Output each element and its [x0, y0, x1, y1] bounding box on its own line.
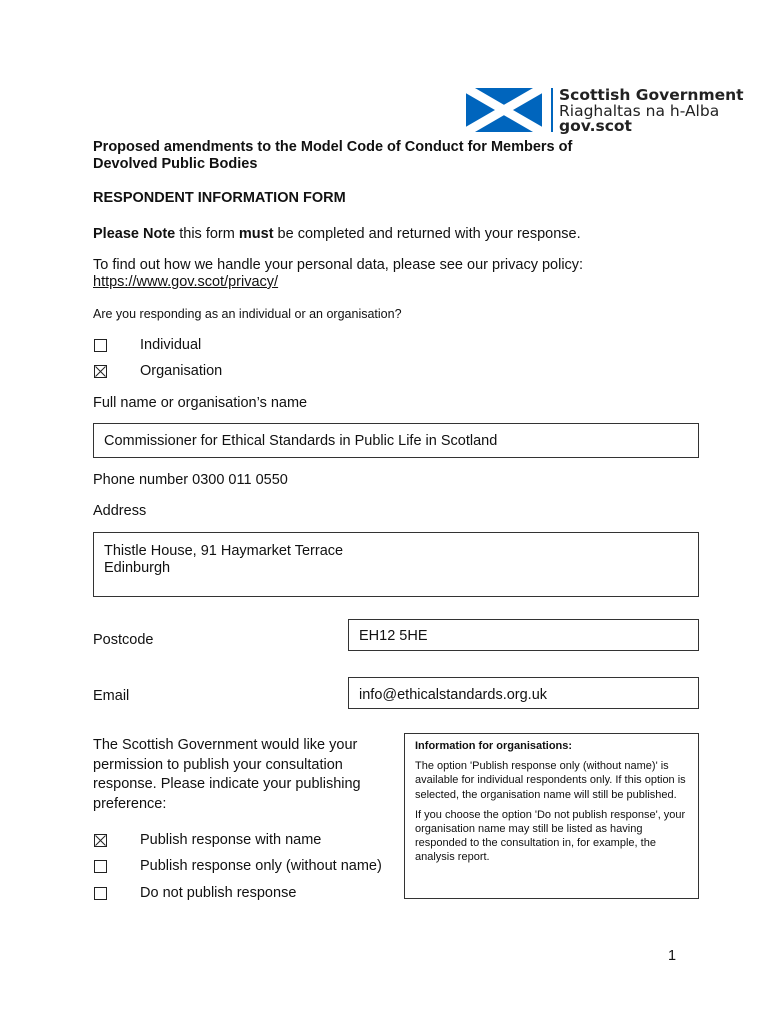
- individual-label: Individual: [140, 337, 202, 353]
- privacy-link[interactable]: https://www.gov.scot/privacy/: [93, 274, 279, 290]
- completion-note: [93, 226, 581, 242]
- email-field[interactable]: [348, 677, 699, 709]
- postcode-value: EH12 5HE: [359, 628, 428, 644]
- privacy-text: To find out how we handle your personal data, please see our privacy policy:: [93, 257, 584, 273]
- publish-with-name-label: Publish response with name: [140, 832, 322, 848]
- email-label: Email: [93, 688, 130, 704]
- info-box-paragraph-1: The option 'Publish response only (without name)' is available for individual respondents only. If this option is selected, the organisation name will still be published.: [415, 760, 686, 801]
- publish-without-name-label: Publish response only (without name): [140, 858, 382, 874]
- checkmark-x-icon: [95, 366, 106, 377]
- title-line-2: Devolved Public Bodies: [93, 156, 258, 172]
- form-heading: RESPONDENT INFORMATION FORM: [93, 190, 346, 206]
- name-value: Commissioner for Ethical Standards in Public Life in Scotland: [104, 433, 498, 449]
- do-not-publish-checkbox[interactable]: [94, 887, 107, 900]
- email-value: info@ethicalstandards.org.uk: [359, 687, 548, 703]
- organisation-label: Organisation: [140, 363, 223, 379]
- saltire-flag-icon: [466, 88, 542, 132]
- publishing-preference-text: The Scottish Government would like your permission to publish your consultation response. Please indicate your publishing preference:: [93, 737, 361, 812]
- privacy-statement: [93, 257, 583, 291]
- postcode-field[interactable]: [348, 619, 699, 651]
- publish-with-name-checkbox[interactable]: [94, 834, 107, 847]
- note-text-1: this form: [175, 226, 239, 242]
- address-label: Address: [93, 503, 147, 519]
- page-number: 1: [668, 948, 677, 964]
- info-box-title: Information for organisations:: [415, 740, 573, 752]
- phone-label: Phone number 0300 011 0550: [93, 472, 288, 488]
- name-label: Full name or organisation’s name: [93, 395, 308, 411]
- publish-without-name-checkbox[interactable]: [94, 860, 107, 873]
- do-not-publish-label: Do not publish response: [140, 885, 297, 901]
- logo-divider: [551, 88, 553, 132]
- note-bold-must: must: [238, 226, 274, 242]
- note-text-2: be completed and returned with your response.: [273, 226, 581, 242]
- organisation-info-box: [404, 733, 699, 899]
- individual-checkbox[interactable]: [94, 339, 107, 352]
- info-box-paragraph-2: If you choose the option 'Do not publish response', your organisation name may still be listed as having responded to the consultation in, for example, the analysis report.: [415, 808, 686, 864]
- address-line-1: Thistle House, 91 Haymarket Terrace: [104, 543, 344, 559]
- address-line-2: Edinburgh: [104, 560, 171, 576]
- name-field[interactable]: [93, 423, 699, 458]
- postcode-label: Postcode: [93, 632, 154, 648]
- logo-text-gaelic: Riaghaltas na h-Alba: [559, 102, 720, 120]
- logo-text-url: gov.scot: [559, 117, 632, 135]
- logo-text-english: Scottish Government: [559, 86, 744, 104]
- address-field[interactable]: [93, 532, 699, 597]
- checkmark-x-icon: [95, 835, 106, 846]
- respondent-type-question: Are you responding as an individual or an organisation?: [93, 307, 402, 321]
- organisation-checkbox[interactable]: [94, 365, 107, 378]
- note-bold-please-note: Please Note: [93, 226, 176, 242]
- document-title: [93, 139, 653, 173]
- title-line-1: Proposed amendments to the Model Code of Conduct for Members of: [93, 139, 573, 155]
